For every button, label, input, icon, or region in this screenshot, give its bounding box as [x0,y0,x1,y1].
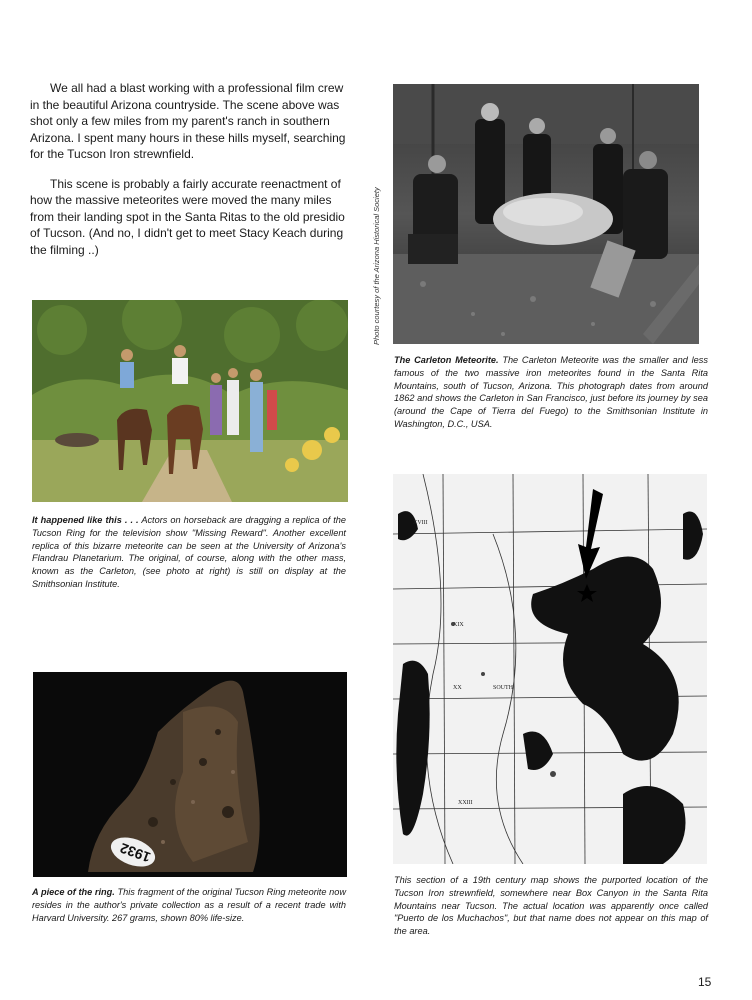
photo-credit: Photo courtesy of the Arizona Historical Society [372,187,381,345]
svg-text:SOUTH: SOUTH [493,685,514,691]
horseback-caption [32,514,346,591]
ring-caption-text: This fragment of the original Tucson Ring meteorite now resides in the author's private collection as a result of a recent trade with Harvard University. 267 grams, shown 80% life-size. [32,887,346,923]
svg-text:XX: XX [453,685,462,691]
carleton-meteorite-photo [393,84,699,344]
page-number: 15 [698,975,712,989]
specimen-label: 1932 [117,839,153,866]
ring-caption-title: A piece of the ring. [32,887,115,897]
map-caption-text: This section of a 19th century map shows the purported location of the Tucson Iron strewnfield, somewhere near Box Canyon in the Santa Rita Mountains near Tucson. The actual location was apparently once called "Puerto de los Muchachos", but that name does not appear on this map of the area. [394,875,708,937]
horseback-caption-text: Actors on horseback are dragging a replica of the Tucson Ring for the television show "Missing Reward". Another excellent replica of this bizarre meteorite can be seen at the University of Arizona's Flandrau Planetarium. The original, of course, along with the other mass, known as the Carleton, (see photo at right) is still on display at the Smithsonian Institute. [32,515,346,589]
map-caption [394,874,708,938]
horseback-scene-photo [32,300,348,502]
horseback-caption-title: It happened like this . . . [32,515,139,525]
svg-text:XVIII: XVIII [413,520,428,526]
intro-paragraph-2: This scene is probably a fairly accurate reenactment of how the massive meteorites were moved the many miles from their landing spot in the Santa Ritas to the old presidio of Tucson. (And no, I didn't get to meet Stacy Keach during the filming ..) [30,176,345,257]
ring-fragment-photo [33,672,347,877]
historical-map [393,474,707,864]
svg-text:XIX: XIX [453,622,464,628]
intro-paragraph-1: We all had a blast working with a professional film crew in the beautiful Arizona countryside. The scene above was shot only a few miles from my parent's ranch in southern Arizona. I spent many hours in these hills myself, searching for the Tucson Iron strewnfield. [30,81,346,161]
carleton-caption-title: The Carleton Meteorite. [394,355,499,365]
carleton-caption [394,354,708,431]
carleton-caption-text: The Carleton Meteorite was the smaller and less famous of the two massive iron meteorites found in the Santa Rita Mountains, south of Tucson, Arizona. This photograph dates from around 1862 and shows the Carleton in San Francisco, just before its journey by sea (around the Cape of Tierra del Fuego) to the Smithsonian Institute in Washington, D.C., USA. [394,355,708,429]
intro-text [30,80,350,271]
ring-caption [32,886,346,924]
svg-text:XXIII: XXIII [458,800,473,806]
